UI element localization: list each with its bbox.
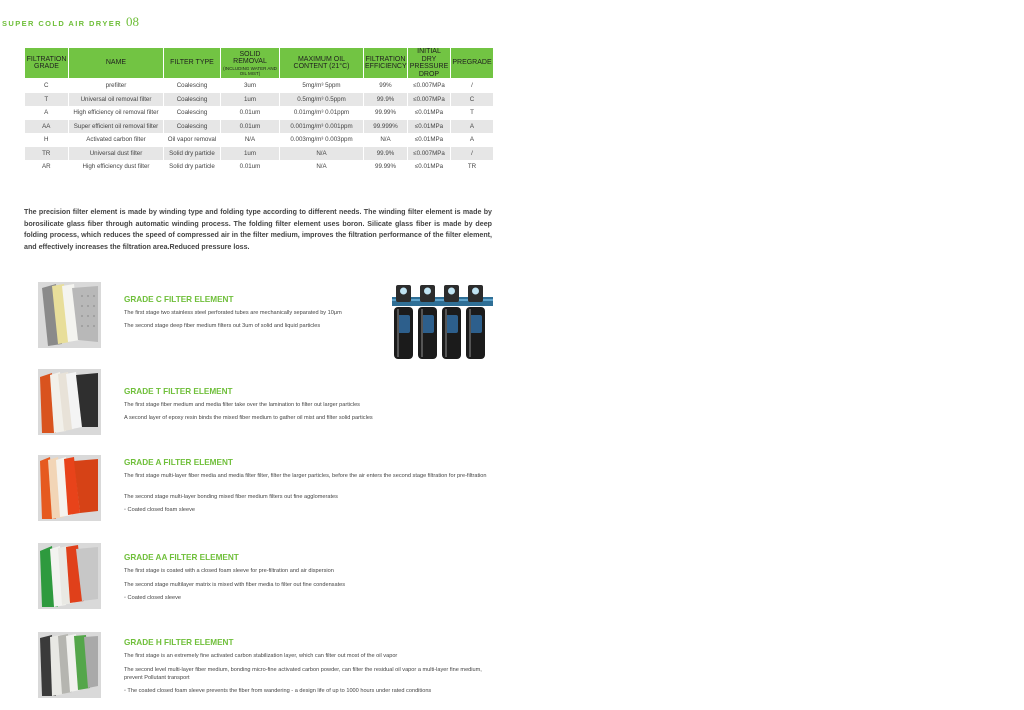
cell-pregrade: TR	[451, 160, 494, 174]
cell-pressure-drop: ≤0.007MPa	[408, 147, 451, 161]
col-header-grade: FILTRATION GRADE	[25, 48, 69, 79]
cell-oil: N/A	[280, 160, 364, 174]
grade-t-element-image	[38, 369, 101, 435]
table-row	[25, 147, 494, 161]
cell-efficiency: 99.999%	[364, 120, 408, 134]
col-header-pregrade: PREGRADE	[451, 48, 494, 79]
cell-pressure-drop: ≤0.01MPa	[408, 120, 451, 134]
table-row	[25, 120, 494, 134]
grade-c-line-2: The second stage deep fiber medium filters out 3um of solid and liquid particles	[124, 323, 321, 329]
cell-name: Activated carbon filter	[69, 133, 164, 147]
page-header	[2, 14, 139, 30]
cell-type: Coalescing	[164, 106, 221, 120]
table-row	[25, 106, 494, 120]
cell-oil: 0.001mg/m³ 0.001ppm	[280, 120, 364, 134]
cell-oil: 5mg/m³ 5ppm	[280, 79, 364, 93]
grade-a-line-1: The first stage multi-layer fiber media and media filter filter, filter the larger particles, before the air enters the second stage filtration for pre-filtration	[124, 473, 487, 479]
cell-efficiency: 99.9%	[364, 93, 408, 107]
cell-pregrade: A	[451, 120, 494, 134]
header-title: SUPER COLD AIR DRYER	[2, 19, 122, 28]
col-header-solid-main: SOLID REMOVAL	[233, 50, 267, 65]
page-number: 08	[125, 14, 139, 29]
cell-type: Oil vapor removal	[164, 133, 221, 147]
cell-efficiency: 99%	[364, 79, 408, 93]
grade-t-line-2: A second layer of epoxy resin binds the mixed fiber medium to gather oil mist and filter solid particles	[124, 415, 373, 421]
cell-type: Coalescing	[164, 93, 221, 107]
cell-name: High efficiency oil removal filter	[69, 106, 164, 120]
table-row	[25, 79, 494, 93]
cell-solid: 0.01um	[221, 160, 280, 174]
cell-solid: 1um	[221, 93, 280, 107]
grade-c-element-image	[38, 282, 101, 348]
cell-grade: AA	[25, 120, 69, 134]
col-header-efficiency: FILTRATION EFFICIENCY	[364, 48, 408, 79]
cell-solid: N/A	[221, 133, 280, 147]
grade-h-title: GRADE H FILTER ELEMENT	[124, 638, 234, 647]
grade-aa-line-3: ◦ Coated closed sleeve	[124, 595, 182, 601]
cell-solid: 0.01um	[221, 120, 280, 134]
cell-type: Coalescing	[164, 120, 221, 134]
cell-oil: 0.01mg/m³ 0.01ppm	[280, 106, 364, 120]
cell-grade: H	[25, 133, 69, 147]
cell-name: High efficiency dust filter	[69, 160, 164, 174]
cell-name: Universal oil removal filter	[69, 93, 164, 107]
cell-grade: T	[25, 93, 69, 107]
grade-aa-title: GRADE AA FILTER ELEMENT	[124, 553, 239, 562]
table-header-row	[25, 48, 494, 79]
col-header-name: NAME	[69, 48, 164, 79]
cell-grade: AR	[25, 160, 69, 174]
cell-solid: 0.01um	[221, 106, 280, 120]
cell-pregrade: /	[451, 147, 494, 161]
table-row	[25, 160, 494, 174]
grade-a-line-2: The second stage multi-layer bonding mixed fiber medium filters out fine agglomerates	[124, 494, 338, 500]
cell-oil: 0.003mg/m³ 0.003ppm	[280, 133, 364, 147]
col-header-type: FILTER TYPE	[164, 48, 221, 79]
grade-h-line-1: The first stage is an extremely fine activated carbon stabilization layer, which can filter out most of the oil vapor	[124, 653, 398, 659]
cell-pregrade: /	[451, 79, 494, 93]
table-row	[25, 93, 494, 107]
grade-a-element-image	[38, 455, 101, 521]
table-row	[25, 133, 494, 147]
grade-h-line-2: The second level multi-layer fiber medium, bonding micro-fine activated carbon powder, can filter the residual oil vapor a multi-layer fine medium, prevent Pollutant transport	[124, 667, 482, 681]
col-header-oil: MAXIMUM OIL CONTENT (21°C)	[280, 48, 364, 79]
cell-grade: A	[25, 106, 69, 120]
cell-efficiency: 99.99%	[364, 160, 408, 174]
cell-type: Coalescing	[164, 79, 221, 93]
cell-efficiency: 99.9%	[364, 147, 408, 161]
grade-c-title: GRADE C FILTER ELEMENT	[124, 295, 234, 304]
col-header-solid-sub: (INCLUDING WATER AND OIL MIST)	[223, 65, 277, 76]
cell-type: Solid dry particle	[164, 160, 221, 174]
grade-h-element-image	[38, 632, 101, 698]
grade-aa-line-2: The second stage multilayer matrix is mixed with fiber media to filter out fine condensates	[124, 582, 346, 588]
cell-pressure-drop: ≤0.007MPa	[408, 79, 451, 93]
cell-grade: C	[25, 79, 69, 93]
cell-oil: 0.5mg/m³ 0.5ppm	[280, 93, 364, 107]
grade-c-line-1: The first stage two stainless steel perforated tubes are mechanically separated by 10μm	[124, 310, 342, 316]
grade-t-title: GRADE T FILTER ELEMENT	[124, 387, 233, 396]
description-paragraph: The precision filter element is made by winding type and folding type according to different needs. The winding filter element is made by borosilicate glass fiber through automatic winding process. The folding filter element uses boron. Silicate glass fiber is made by deep folding process, which reduces the speed of compressed air in the filter medium, improves the filtration performance of the filter element, and effectively increases the filtration area.Reduced pressure loss.	[24, 208, 492, 251]
grade-a-title: GRADE A FILTER ELEMENT	[124, 458, 233, 467]
col-header-solid	[221, 48, 280, 79]
cell-grade: TR	[25, 147, 69, 161]
cell-pressure-drop: ≤0.01MPa	[408, 106, 451, 120]
cell-name: prefilter	[69, 79, 164, 93]
filter-spec-table	[24, 47, 494, 174]
cell-pregrade: A	[451, 133, 494, 147]
col-header-pressure-drop: INITIAL DRY PRESSURE DROP	[408, 48, 451, 79]
cell-name: Super efficient oil removal filter	[69, 120, 164, 134]
cell-pressure-drop: ≤0.01MPa	[408, 133, 451, 147]
cell-name: Universal dust filter	[69, 147, 164, 161]
cell-efficiency: 99.99%	[364, 106, 408, 120]
cell-pressure-drop: ≤0.007MPa	[408, 93, 451, 107]
grade-aa-element-image	[38, 543, 101, 609]
cell-solid: 3um	[221, 79, 280, 93]
grade-aa-line-1: The first stage is coated with a closed foam sleeve for pre-filtration and air dispersion	[124, 568, 334, 574]
cell-pressure-drop: ≤0.01MPa	[408, 160, 451, 174]
grade-h-line-3: ◦ The coated closed foam sleeve prevents the fiber from wandering - a design life of up to 1000 hours under rated conditions	[124, 688, 432, 694]
cell-pregrade: T	[451, 106, 494, 120]
grade-a-line-3: ◦ Coated closed foam sleeve	[124, 507, 196, 513]
cell-solid: 1um	[221, 147, 280, 161]
cell-oil: N/A	[280, 147, 364, 161]
cell-efficiency: N/A	[364, 133, 408, 147]
cell-type: Solid dry particle	[164, 147, 221, 161]
grade-t-line-1: The first stage fiber medium and media filter take over the lamination to filter out larger particles	[124, 402, 360, 408]
cell-pregrade: C	[451, 93, 494, 107]
